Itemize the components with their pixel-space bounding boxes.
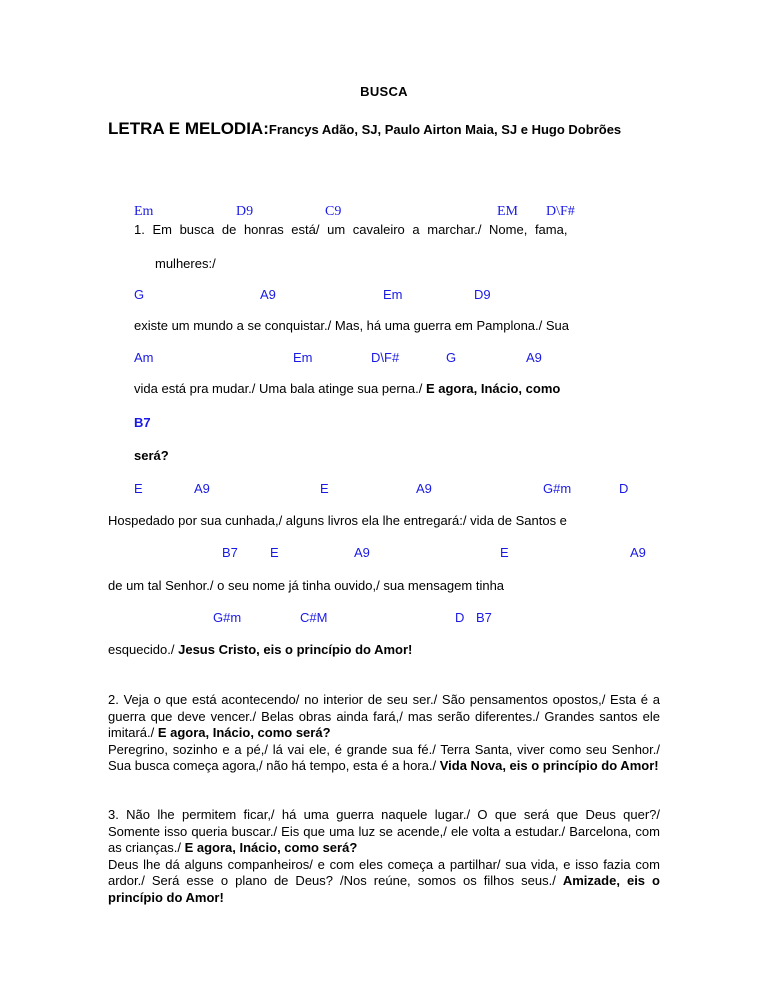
lyric-refrain: E agora, Inácio, como	[425, 381, 561, 396]
chord: B7	[134, 415, 151, 430]
chord: D	[455, 610, 465, 625]
lyric-text: esquecido./	[108, 642, 179, 657]
verse-refrain: E agora, Inácio, como será?	[184, 840, 358, 855]
chord: E	[500, 545, 509, 560]
chord: E	[134, 481, 143, 496]
chord: Am	[134, 350, 154, 365]
chord: G#m	[543, 481, 572, 496]
chord: A9	[194, 481, 210, 496]
lyric-line	[134, 381, 560, 396]
chord: A9	[354, 545, 370, 560]
chord: A9	[630, 545, 646, 560]
chord: G	[446, 350, 457, 365]
verse-refrain: E agora, Inácio, como será?	[157, 725, 331, 740]
verse-3	[108, 807, 660, 906]
lyric-line: mulheres:/	[155, 256, 216, 271]
lyric-line: Hospedado por sua cunhada,/ alguns livros ela lhe entregará:/ vida de Santos e	[108, 513, 567, 528]
chord: B7	[222, 545, 238, 560]
chord: Em	[293, 350, 313, 365]
lyric-line	[108, 642, 412, 657]
lyric-refrain: será?	[134, 448, 169, 463]
lyric-line: de um tal Senhor./ o seu nome já tinha ouvido,/ sua mensagem tinha	[108, 578, 505, 593]
chord: G	[134, 287, 145, 302]
chord: Em	[383, 287, 403, 302]
verse-text: Peregrino, sozinho e a pé,/ lá vai ele, é grande sua fé./ Terra Santa, viver como seu Senhor./ Sua busca começa agora,/ não há tempo, esta é a hora./	[108, 741, 660, 773]
verse-refrain: Vida Nova, eis o princípio do Amor!	[439, 758, 659, 773]
chord: Em	[134, 204, 154, 219]
chord: E	[270, 545, 279, 560]
verse-refrain: Amizade, eis o princípio do Amor!	[108, 873, 660, 905]
lyric-text: vida está pra mudar./ Uma bala atinge sua perna./	[134, 381, 426, 396]
lyric-refrain: Jesus Cristo, eis o princípio do Amor!	[178, 642, 413, 657]
verse-text: 2. Veja o que está acontecendo/ no interior de seu ser./ São pensamentos opostos,/ Esta é a guerra que deve vencer./ Belas obras ainda fará,/ mas serão diferentes./ Grandes santos ele imitará./	[108, 692, 660, 740]
chord: C#M	[300, 610, 328, 625]
verse-2	[108, 692, 660, 775]
chord: D\F#	[546, 204, 575, 219]
chord: E	[320, 481, 329, 496]
chord: G#m	[213, 610, 242, 625]
authors	[108, 118, 668, 141]
chord: A9	[526, 350, 542, 365]
authors-label: LETRA E MELODIA:	[108, 119, 269, 138]
lyric-line: 1. Em busca de honras está/ um cavaleiro a marchar./ Nome, fama,	[134, 222, 568, 237]
chord: D\F#	[371, 350, 400, 365]
verse-text: 3. Não lhe permitem ficar,/ há uma guerra naquele lugar./ O que será que Deus quer?/ Somente isso queria buscar./ Eis que uma luz se acende,/ ele volta a estudar./ Barcelona, com as crianças./	[108, 807, 660, 855]
chord: EM	[497, 204, 518, 219]
chord: B7	[476, 610, 492, 625]
chord: A9	[416, 481, 432, 496]
chord: A9	[260, 287, 276, 302]
chord: D	[619, 481, 629, 496]
chord: D9	[236, 204, 254, 219]
chord: D9	[474, 287, 491, 302]
verse-text: Deus lhe dá alguns companheiros/ e com eles começa a partilhar/ sua vida, e isso fazia com ardor./ Será esse o plano de Deus? /Nos reúne, somos os filhos seus./	[108, 856, 660, 888]
chord: C9	[325, 204, 342, 219]
authors-names: Francys Adão, SJ, Paulo Airton Maia, SJ e Hugo Dobrões	[268, 122, 622, 137]
song-title: BUSCA	[360, 84, 408, 99]
lyric-line: existe um mundo a se conquistar./ Mas, há uma guerra em Pamplona./ Sua	[134, 318, 570, 333]
